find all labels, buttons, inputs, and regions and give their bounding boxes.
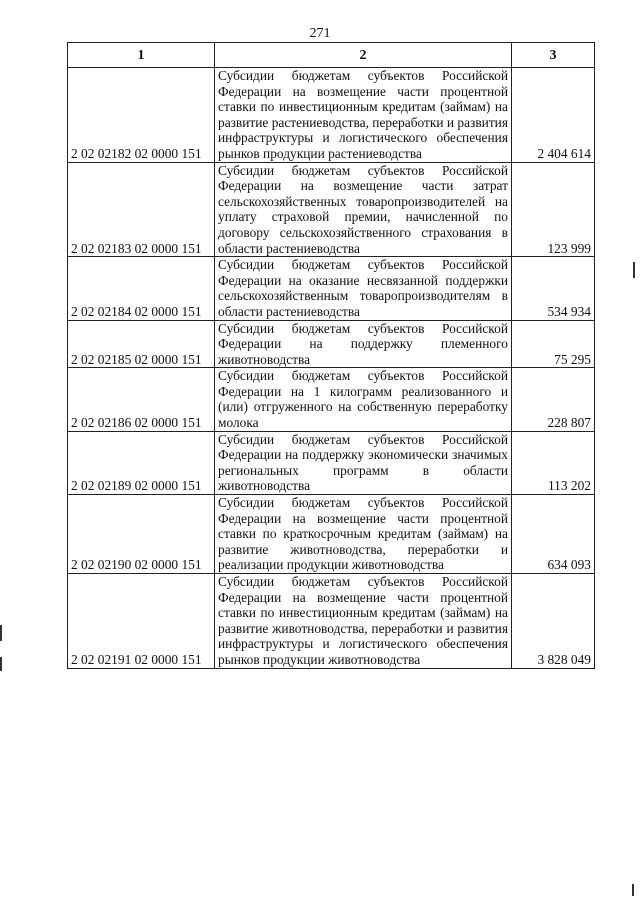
row-amount: 113 202 [512, 431, 595, 494]
row-description: Субсидии бюджетам субъектов Российской Федерации на возмещение части затрат сельскохозяйственных товаропроизводителей на уплату страховой премии, начисленной по договору сельскохозяйственного страхования в области растениеводства [215, 162, 512, 257]
row-description: Субсидии бюджетам субъектов Российской Федерации на оказание несвязанной поддержки сельскохозяйственным товаропроизводителям в области растениеводства [215, 257, 512, 320]
row-amount: 2 404 614 [512, 68, 595, 163]
row-description: Субсидии бюджетам субъектов Российской Федерации на поддержку племенного животноводства [215, 320, 512, 368]
page-number: 271 [309, 26, 331, 41]
row-code: 2 02 02182 02 0000 151 [68, 68, 215, 163]
row-code: 2 02 02189 02 0000 151 [68, 431, 215, 494]
row-description: Субсидии бюджетам субъектов Российской Федерации на возмещение части процентной ставки по инвестиционным кредитам (займам) на развитие растениеводства, переработки и развития инфраструктуры и логистического обеспечения рынков продукции растениеводства [215, 68, 512, 163]
row-amount: 634 093 [512, 495, 595, 574]
table-row [68, 368, 595, 431]
row-amount: 228 807 [512, 368, 595, 431]
row-code: 2 02 02184 02 0000 151 [68, 257, 215, 320]
row-code: 2 02 02186 02 0000 151 [68, 368, 215, 431]
table-row [68, 431, 595, 494]
row-amount: 534 934 [512, 257, 595, 320]
column-header-amount: 3 [512, 43, 595, 68]
row-description: Субсидии бюджетам субъектов Российской Федерации на 1 килограмм реализованного и (или) отгруженного на собственную переработку молока [215, 368, 512, 431]
column-header-description: 2 [215, 43, 512, 68]
scan-artifact [0, 657, 2, 671]
row-amount: 3 828 049 [512, 574, 595, 669]
table-row [68, 320, 595, 368]
row-amount: 123 999 [512, 162, 595, 257]
budget-table [67, 42, 595, 669]
row-code: 2 02 02191 02 0000 151 [68, 574, 215, 669]
table-row [68, 68, 595, 163]
table-row [68, 574, 595, 669]
row-code: 2 02 02183 02 0000 151 [68, 162, 215, 257]
table-row [68, 257, 595, 320]
column-header-code: 1 [68, 43, 215, 68]
table-row [68, 162, 595, 257]
row-amount: 75 295 [512, 320, 595, 368]
scan-artifact [633, 262, 635, 278]
row-description: Субсидии бюджетам субъектов Российской Федерации на возмещение части процентной ставки по инвестиционным кредитам (займам) на развитие животноводства, переработки и развития инфраструктуры и логистического обеспечения рынков продукции животноводства [215, 574, 512, 669]
table-header-row [68, 43, 595, 68]
table-row [68, 495, 595, 574]
row-code: 2 02 02190 02 0000 151 [68, 495, 215, 574]
row-description: Субсидии бюджетам субъектов Российской Федерации на возмещение части процентной ставки по краткосрочным кредитам (займам) на развитие животноводства, переработки и реализации продукции животноводства [215, 495, 512, 574]
row-description: Субсидии бюджетам субъектов Российской Федерации на поддержку экономически значимых региональных программ в области животноводства [215, 431, 512, 494]
row-code: 2 02 02185 02 0000 151 [68, 320, 215, 368]
scan-artifact [632, 884, 634, 896]
scan-artifact [0, 625, 2, 641]
